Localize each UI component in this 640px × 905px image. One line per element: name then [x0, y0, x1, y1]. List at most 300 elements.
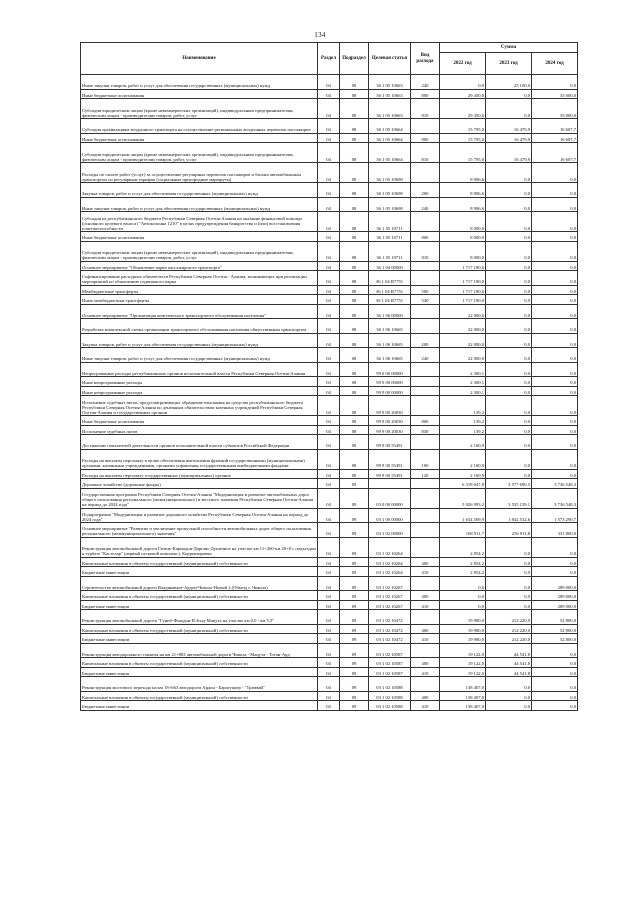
budget-table — [80, 42, 578, 711]
row-sum-2023: 0,0 — [486, 285, 532, 295]
row-sum-2022: 2 300,1 — [440, 386, 486, 396]
header-target: Целевая статья — [369, 43, 411, 75]
row-sum-2022: 5 926 993,2 — [440, 488, 486, 508]
row-section: 04 — [318, 183, 340, 198]
table-row — [81, 701, 578, 711]
row-section: 04 — [318, 557, 340, 567]
row-expense-type — [411, 319, 440, 334]
row-sum-2023: 0,0 — [486, 591, 532, 601]
row-subsection: 08 — [340, 75, 369, 90]
row-target: 36 1 05 10663 — [369, 89, 411, 99]
row-section: 04 — [318, 377, 340, 387]
row-sum-2023: 16 479,9 — [486, 133, 532, 143]
row-sum-2022: 15 795,0 — [440, 143, 486, 163]
row-expense-type: 400 — [411, 557, 440, 567]
row-target: 36 1 05 10711 — [369, 241, 411, 261]
row-expense-type: 240 — [411, 197, 440, 212]
row-name: Иные непрограммные расходы — [81, 377, 318, 387]
table-row — [81, 624, 578, 634]
row-sum-2024: 0,0 — [532, 537, 578, 557]
row-sum-2024: 0,0 — [532, 232, 578, 242]
table-row — [81, 667, 578, 677]
row-name: Иные закупки товаров, работ и услуг для обеспечения государственных (муниципальных) нужд — [81, 348, 318, 363]
row-name: Исполнение судебных актов — [81, 425, 318, 435]
row-sum-2022: 19 980,0 — [440, 634, 486, 644]
header-section: Раздел — [318, 43, 340, 75]
row-sum-2022: 1 717 180,0 — [440, 271, 486, 286]
table-body — [81, 75, 578, 711]
row-subsection: 08 — [340, 232, 369, 242]
row-sum-2022: 19 122,0 — [440, 658, 486, 668]
row-section: 04 — [318, 469, 340, 479]
row-subsection: 09 — [340, 537, 369, 557]
table-row — [81, 232, 578, 242]
row-sum-2024: 0,0 — [532, 319, 578, 334]
row-sum-2022: 6 318 647,8 — [440, 479, 486, 489]
row-sum-2024: 0,0 — [532, 285, 578, 295]
table-row — [81, 523, 578, 538]
row-sum-2024: 0,0 — [532, 183, 578, 198]
row-sum-2022: 0,0 — [440, 75, 486, 90]
table-row — [81, 567, 578, 577]
row-target: 36 1 05 10663 — [369, 99, 411, 119]
header-subsection: Подраздел — [340, 43, 369, 75]
row-name: Реконструкция мостового перехода на км 18+663 автодороги Ардон - Барагуцкер - "Трамвай" — [81, 677, 318, 692]
row-section: 04 — [318, 643, 340, 658]
row-sum-2022: 8 000,0 — [440, 232, 486, 242]
row-expense-type: 400 — [411, 591, 440, 601]
row-name: Государственная программа Республики Северная Осетия-Алания "Модернизация и развитие автомобильных дорог общего пользования регионального (межмуниципального) и местного значения Республики Северная Осетия-Алания на период до 2024 года" — [81, 488, 318, 508]
row-sum-2024: 0,0 — [532, 333, 578, 348]
row-sum-2022: 0,0 — [440, 591, 486, 601]
row-sum-2022: 22 000,0 — [440, 333, 486, 348]
row-sum-2023: 0,0 — [486, 600, 532, 610]
row-expense-type: 500 — [411, 285, 440, 295]
row-subsection: 09 — [340, 576, 369, 591]
row-sum-2022: 8 906,6 — [440, 183, 486, 198]
row-sum-2024: 289 000,0 — [532, 591, 578, 601]
row-name: Субсидия организациям воздушного транспорта на осуществление региональных воздушных перевозок пассажиров — [81, 119, 318, 134]
table-row — [81, 271, 578, 286]
row-sum-2023: 1 842 532,6 — [486, 508, 532, 523]
row-subsection: 09 — [340, 677, 369, 692]
row-name: Дорожное хозяйство (дорожные фонды) — [81, 479, 318, 489]
row-sum-2024: 0,0 — [532, 241, 578, 261]
row-name: Капитальные вложения в объекты государственной (муниципальной) собственности — [81, 557, 318, 567]
row-target — [369, 479, 411, 489]
row-subsection: 08 — [340, 416, 369, 426]
row-sum-2023: 3 535 159,1 — [486, 488, 532, 508]
row-subsection: 09 — [340, 643, 369, 658]
row-sum-2024: 1 573 290,7 — [532, 508, 578, 523]
row-sum-2022: 1 634 509,9 — [440, 508, 486, 523]
row-sum-2024: 0,0 — [532, 377, 578, 387]
row-sum-2022: 19 122,0 — [440, 667, 486, 677]
row-expense-type — [411, 377, 440, 387]
row-subsection: 08 — [340, 89, 369, 99]
header-name: Наименование — [81, 43, 318, 75]
row-sum-2023: 0,0 — [486, 241, 532, 261]
row-section: 04 — [318, 285, 340, 295]
row-subsection: 08 — [340, 261, 369, 271]
row-name: Капитальные вложения в объекты государственной (муниципальной) собственности — [81, 658, 318, 668]
row-expense-type — [411, 523, 440, 538]
row-target: 03 1 02 10472 — [369, 624, 411, 634]
row-target: 03 1 02 10264 — [369, 557, 411, 567]
row-section: 04 — [318, 261, 340, 271]
table-row — [81, 99, 578, 119]
row-section: 04 — [318, 449, 340, 469]
row-expense-type — [411, 261, 440, 271]
table-row — [81, 691, 578, 701]
table-row — [81, 469, 578, 479]
row-subsection: 09 — [340, 523, 369, 538]
row-expense-type — [411, 304, 440, 319]
table-row — [81, 75, 578, 90]
row-expense-type: 810 — [411, 143, 440, 163]
row-subsection: 08 — [340, 133, 369, 143]
row-section: 04 — [318, 119, 340, 134]
row-sum-2023: 44 541,8 — [486, 643, 532, 658]
table-row — [81, 241, 578, 261]
row-subsection: 09 — [340, 488, 369, 508]
row-sum-2024: 52 800,0 — [532, 610, 578, 625]
row-expense-type: 410 — [411, 600, 440, 610]
row-sum-2023: 0,0 — [486, 425, 532, 435]
row-sum-2023: 0,0 — [486, 567, 532, 577]
row-name: Иные закупки товаров, работ и услуг для обеспечения государственных (муниципальных) нужд — [81, 75, 318, 90]
row-sum-2023: 0,0 — [486, 183, 532, 198]
row-target: 99 9 00 00000 — [369, 377, 411, 387]
row-target: 03 1 02 10472 — [369, 634, 411, 644]
row-expense-type: 410 — [411, 667, 440, 677]
row-expense-type: 810 — [411, 99, 440, 119]
row-sum-2023: 0,0 — [486, 701, 532, 711]
row-subsection: 09 — [340, 634, 369, 644]
row-sum-2022: 22 000,0 — [440, 348, 486, 363]
row-target: 36 1 05 10711 — [369, 212, 411, 232]
table-row — [81, 285, 578, 295]
table-row — [81, 386, 578, 396]
row-subsection: 08 — [340, 183, 369, 198]
row-sum-2023: 212 220,0 — [486, 624, 532, 634]
row-subsection: 08 — [340, 197, 369, 212]
row-subsection: 08 — [340, 99, 369, 119]
row-name: Иные бюджетные ассигнования — [81, 416, 318, 426]
row-section: 04 — [318, 600, 340, 610]
row-target: 36 1 04 R7751 — [369, 271, 411, 286]
row-sum-2023: 0,0 — [486, 163, 532, 183]
table-row — [81, 634, 578, 644]
row-name: Иные закупки товаров, работ и услуг для обеспечения государственных (муниципальных) нужд — [81, 197, 318, 212]
row-sum-2023: 0,0 — [486, 677, 532, 692]
row-subsection: 09 — [340, 691, 369, 701]
row-section: 04 — [318, 610, 340, 625]
row-sum-2022: 29 450,0 — [440, 99, 486, 119]
row-name: Основное мероприятие "Развитие и увеличение пропускной способности автомобильных дорог общего пользования регионального (межмуниципального) значения" — [81, 523, 318, 538]
row-sum-2022: 138 407,0 — [440, 677, 486, 692]
row-subsection: 09 — [340, 600, 369, 610]
row-sum-2024: 0,0 — [532, 163, 578, 183]
row-sum-2024: 0,0 — [532, 362, 578, 377]
row-expense-type: 410 — [411, 701, 440, 711]
table-row — [81, 435, 578, 450]
row-subsection: 09 — [340, 701, 369, 711]
row-sum-2024: 35 000,0 — [532, 99, 578, 119]
row-name: Капитальные вложения в объекты государственной (муниципальной) собственности — [81, 624, 318, 634]
row-sum-2022: 1 717 180,0 — [440, 285, 486, 295]
table-header — [81, 43, 578, 75]
row-expense-type: 240 — [411, 348, 440, 363]
table-row — [81, 197, 578, 212]
row-name: Иные бюджетные ассигнования — [81, 133, 318, 143]
row-expense-type: 800 — [411, 416, 440, 426]
row-sum-2022: 2 854,2 — [440, 567, 486, 577]
row-subsection: 09 — [340, 557, 369, 567]
row-sum-2023: 0,0 — [486, 435, 532, 450]
table-row — [81, 610, 578, 625]
row-section: 04 — [318, 99, 340, 119]
row-sum-2022: 29 450,0 — [440, 89, 486, 99]
row-subsection: 08 — [340, 163, 369, 183]
row-target: 03 1 02 10267 — [369, 591, 411, 601]
row-section: 04 — [318, 508, 340, 523]
row-section: 04 — [318, 386, 340, 396]
table-row — [81, 333, 578, 348]
row-section: 04 — [318, 133, 340, 143]
row-target: 99 9 00 20030 — [369, 396, 411, 416]
row-subsection: 08 — [340, 295, 369, 305]
row-expense-type: 120 — [411, 469, 440, 479]
row-section: 04 — [318, 232, 340, 242]
row-sum-2023: 0,0 — [486, 212, 532, 232]
row-sum-2023: 0,0 — [486, 557, 532, 567]
row-sum-2024: 0,0 — [532, 75, 578, 90]
row-sum-2024: 0,0 — [532, 449, 578, 469]
row-subsection: 08 — [340, 362, 369, 377]
row-section: 04 — [318, 197, 340, 212]
row-name: Иные межбюджетные трансферты — [81, 295, 318, 305]
header-2023: 2023 год — [486, 53, 532, 75]
row-expense-type: 400 — [411, 624, 440, 634]
row-section: 04 — [318, 333, 340, 348]
row-sum-2023: 212 220,0 — [486, 634, 532, 644]
row-sum-2024: 0,0 — [532, 212, 578, 232]
row-expense-type: 800 — [411, 232, 440, 242]
row-sum-2022: 22 000,0 — [440, 319, 486, 334]
row-sum-2023: 0,0 — [486, 271, 532, 286]
row-sum-2022: 2 854,2 — [440, 537, 486, 557]
row-subsection: 09 — [340, 658, 369, 668]
row-target: 36 1 05 10664 — [369, 119, 411, 134]
row-sum-2023: 0,0 — [486, 89, 532, 99]
row-name: Бюджетные инвестиции — [81, 701, 318, 711]
table-row — [81, 89, 578, 99]
table-row — [81, 449, 578, 469]
row-section: 04 — [318, 425, 340, 435]
row-sum-2022: 2 160,9 — [440, 469, 486, 479]
header-2024: 2024 год — [532, 53, 578, 75]
table-row — [81, 377, 578, 387]
row-section: 04 — [318, 362, 340, 377]
row-expense-type: 800 — [411, 133, 440, 143]
row-sum-2024: 0,0 — [532, 658, 578, 668]
row-sum-2022: 19 980,0 — [440, 610, 486, 625]
row-name: Капитальные вложения в объекты государственной (муниципальной) собственности — [81, 591, 318, 601]
row-subsection: 08 — [340, 119, 369, 134]
row-section: 04 — [318, 523, 340, 538]
row-target: 36 1 05 10698 — [369, 163, 411, 183]
table-row — [81, 479, 578, 489]
row-target: 03 1 02 10588 — [369, 677, 411, 692]
row-sum-2024: 0,0 — [532, 435, 578, 450]
row-sum-2022: 0,0 — [440, 576, 486, 591]
row-sum-2023: 16 479,9 — [486, 119, 532, 134]
row-expense-type — [411, 479, 440, 489]
row-section: 04 — [318, 212, 340, 232]
row-expense-type — [411, 508, 440, 523]
row-section: 04 — [318, 163, 340, 183]
row-sum-2023: 0,0 — [486, 261, 532, 271]
row-sum-2024: 0,0 — [532, 348, 578, 363]
row-name: Реконструкция автомобильной дороги Гизель-Кармадон-Даргавс-Душечное на участке км 11+260-км 20+0 с подъездом к турбазе "Кастелар" (первый пусковой комплекс). Корректировка — [81, 537, 318, 557]
row-name: Субсидии юридическим лицам (кроме некоммерческих организаций), индивидуальным предпринимателям, физическим лицам - производителям товаров, работ, услуг — [81, 143, 318, 163]
row-sum-2023: 16 479,9 — [486, 143, 532, 163]
table-row — [81, 416, 578, 426]
row-sum-2022: 8 000,0 — [440, 212, 486, 232]
row-expense-type — [411, 435, 440, 450]
row-sum-2024: 0,0 — [532, 567, 578, 577]
row-subsection: 08 — [340, 396, 369, 416]
header-2022: 2022 год — [440, 53, 486, 75]
row-subsection: 08 — [340, 285, 369, 295]
table-row — [81, 362, 578, 377]
table-row — [81, 600, 578, 610]
row-sum-2023: 0,0 — [486, 333, 532, 348]
row-sum-2022: 8 000,0 — [440, 241, 486, 261]
table-row — [81, 295, 578, 305]
row-section: 04 — [318, 304, 340, 319]
row-expense-type — [411, 362, 440, 377]
row-sum-2022: 19 122,0 — [440, 643, 486, 658]
row-sum-2023: 0,0 — [486, 232, 532, 242]
row-section: 04 — [318, 271, 340, 286]
row-target: 36 1 04 R7751 — [369, 285, 411, 295]
row-section: 04 — [318, 701, 340, 711]
header-sum: Сумма — [440, 43, 578, 53]
row-sum-2024: 0,0 — [532, 677, 578, 692]
row-target: 36 1 05 10698 — [369, 197, 411, 212]
table-row — [81, 319, 578, 334]
row-sum-2024: 0,0 — [532, 691, 578, 701]
row-target: 03 1 02 10267 — [369, 576, 411, 591]
row-sum-2022: 2 854,2 — [440, 557, 486, 567]
row-section: 04 — [318, 537, 340, 557]
row-subsection: 08 — [340, 319, 369, 334]
row-name: Строительство автомобильной дороги Владикавказ-Ардон-Чикола-Новый 2 (Объезд г. Чикола) — [81, 576, 318, 591]
row-name: Расходы на выплаты персоналу государственных (муниципальных) органов — [81, 469, 318, 479]
table-row — [81, 508, 578, 523]
row-target: 36 1 05 10663 — [369, 75, 411, 90]
row-sum-2022: 8 906,6 — [440, 163, 486, 183]
row-sum-2023: 0,0 — [486, 304, 532, 319]
row-sum-2024: 52 800,0 — [532, 624, 578, 634]
row-sum-2023: 44 541,8 — [486, 658, 532, 668]
table-row — [81, 557, 578, 567]
row-target: 36 1 06 10665 — [369, 348, 411, 363]
row-target: 99 9 00 20030 — [369, 416, 411, 426]
row-expense-type — [411, 119, 440, 134]
row-expense-type — [411, 386, 440, 396]
row-expense-type — [411, 488, 440, 508]
row-target: 99 9 00 55491 — [369, 435, 411, 450]
row-expense-type — [411, 537, 440, 557]
row-section: 04 — [318, 576, 340, 591]
row-sum-2024: 0,0 — [532, 425, 578, 435]
table-row — [81, 183, 578, 198]
row-target: 03 0 00 00000 — [369, 488, 411, 508]
row-expense-type — [411, 610, 440, 625]
row-sum-2023: 0,0 — [486, 319, 532, 334]
row-name: Субсидии юридическим лицам (кроме некоммерческих организаций), индивидуальным предпринимателям, физическим лицам - производителям товаров, работ, услуг — [81, 241, 318, 261]
row-sum-2024: 3 736 548,3 — [532, 479, 578, 489]
row-target: 03 1 02 10587 — [369, 643, 411, 658]
row-sum-2022: 19 980,0 — [440, 624, 486, 634]
table-row — [81, 677, 578, 692]
row-name: Разработка комплексной схемы организации транспортного обслуживания населения общественным транспортом — [81, 319, 318, 334]
row-sum-2024: 35 000,0 — [532, 89, 578, 99]
row-subsection: 08 — [340, 143, 369, 163]
table-row — [81, 425, 578, 435]
row-target: 03 1 02 10264 — [369, 537, 411, 557]
row-expense-type: 240 — [411, 75, 440, 90]
row-name: Бюджетные инвестиции — [81, 667, 318, 677]
row-sum-2023: 0,0 — [486, 386, 532, 396]
row-expense-type: 400 — [411, 658, 440, 668]
row-sum-2023: 0,0 — [486, 691, 532, 701]
row-target: 36 1 05 10664 — [369, 133, 411, 143]
row-name: Софинансирование расходных обязательств Республики Северная Осетия - Алания, возникающих при реализации мероприятий по обновлению подвижного парка — [81, 271, 318, 286]
row-expense-type — [411, 163, 440, 183]
row-section: 04 — [318, 348, 340, 363]
row-name: Капитальные вложения в объекты государственной (муниципальной) собственности — [81, 691, 318, 701]
row-sum-2023: 0,0 — [486, 99, 532, 119]
row-sum-2023: 44 541,8 — [486, 667, 532, 677]
row-name: Иные бюджетные ассигнования — [81, 232, 318, 242]
row-sum-2023: 0,0 — [486, 416, 532, 426]
table-row — [81, 396, 578, 416]
row-target: 03 1 02 10267 — [369, 600, 411, 610]
row-sum-2024: 0,0 — [532, 557, 578, 567]
row-expense-type — [411, 271, 440, 286]
row-name: Расходы на выплаты персоналу в целях обеспечения выполнения функций государственными (муниципальными) органами, казенными учреждениями, органами управления государственными внебюджетными фондами — [81, 449, 318, 469]
row-sum-2024: 0,0 — [532, 261, 578, 271]
row-section: 04 — [318, 658, 340, 668]
row-subsection: 09 — [340, 479, 369, 489]
row-sum-2023: 0,0 — [486, 396, 532, 416]
row-subsection: 08 — [340, 212, 369, 232]
row-sum-2023: 0,0 — [486, 377, 532, 387]
row-section: 04 — [318, 667, 340, 677]
row-expense-type — [411, 396, 440, 416]
row-subsection: 08 — [340, 435, 369, 450]
row-subsection: 08 — [340, 386, 369, 396]
table-row — [81, 537, 578, 557]
row-sum-2022: 1 717 180,0 — [440, 261, 486, 271]
header-expense-type: Вид расхода — [411, 43, 440, 75]
table-row — [81, 119, 578, 134]
row-section: 04 — [318, 567, 340, 577]
